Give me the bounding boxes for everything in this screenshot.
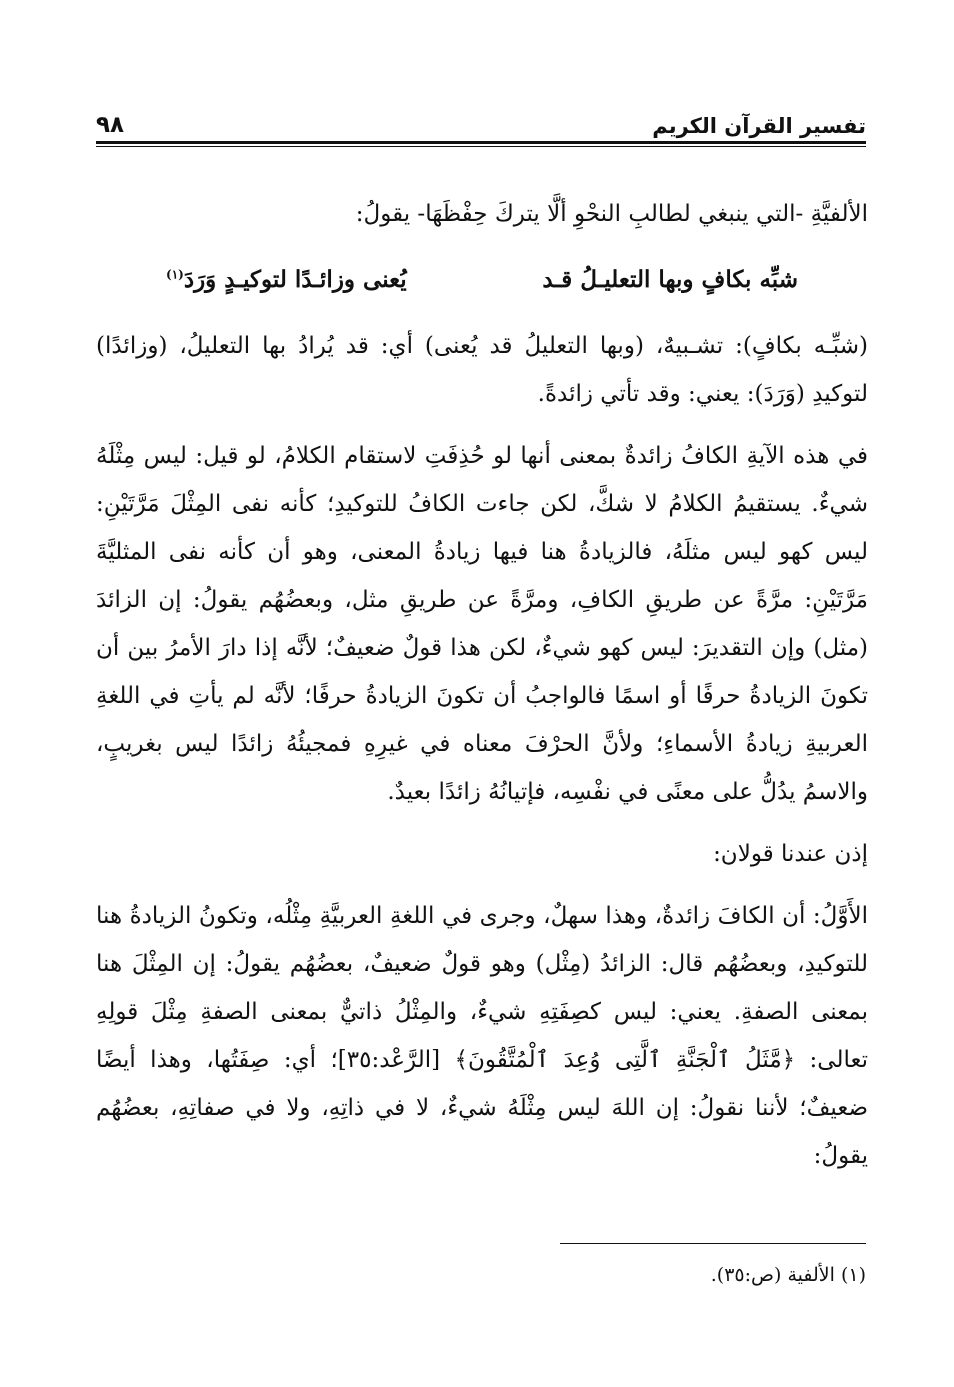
verse-second-text: يُعنى وزائـدًا لتوكيـدٍ وَرَدَ <box>183 266 407 293</box>
main-text <box>96 190 868 1180</box>
paragraph-explanation: (شبِّـه بكافٍ): تشـبيهٌ، (وبها التعليلُ قد يُعنى) أي: قد يُرادُ بها التعليلُ، (وزائدًا) لتوكيدِ (وَرَدَ): يعني: وقد تأتي زائدةً. <box>96 333 868 407</box>
header-rule-thick <box>96 141 866 144</box>
header-rule-thin <box>96 146 866 147</box>
running-title: تفسير القرآن الكريم <box>652 114 866 138</box>
paragraph-main: في هذه الآيةِ الكافُ زائدةٌ بمعنى أنها لو حُذِفَتِ لاستقام الكلامُ، لو قيل: ليس مِثْلَهُ شيءٌ. يستقيمُ الكلامُ لا شكَّ، لكن جاءت الكافُ للتوكيدِ؛ كأنه نفى المِثْلَ مَرَّتَيْنِ: ليس كهو ليس مثلَهُ، فالزيادةُ هنا فيها زيادةُ المعنى، وهو أن كأنه نفى المثليَّةَ مَرَّتَيْنِ: مرَّةً عن طريقِ الكافِ، ومرَّةً عن طريقِ مثل، وبعضُهُم يقولُ: إن الزائدَ (مثل) وإن التقديرَ: ليس كهو شيءٌ، لكن هذا قولٌ ضعيفٌ؛ لأنَّه إذا دارَ الأمرُ بين أن تكونَ الزيادةُ حرفًا أو اسمًا فالواجبُ أن تكونَ الزيادةُ حرفًا؛ لأنَّه لم يأتِ في اللغةِ العربيةِ زيادةُ الأسماءِ؛ ولأنَّ الحرْفَ معناه في غيرِهِ فمجيئُهُ زائدًا ليس بغريبٍ، والاسمُ يدُلُّ على معنًى في نفْسِه، فإتيانُهُ زائدًا بعيدٌ. <box>96 443 868 805</box>
intro-line: الألفيَّةِ -التي ينبغي لطالبِ النحْوِ ألَّا يتركَ حِفْظَهَا- يقولُ: <box>355 201 868 227</box>
page-header <box>96 108 866 138</box>
paragraph-first-opinion: الأَوَّلُ: أن الكافَ زائدةٌ، وهذا سهلٌ، وجرى في اللغةِ العربيَّةِ مِثْلُه، وتكونُ الزيادةُ هنا للتوكيدِ، وبعضُهُم قال: الزائدُ (مِثْل) وهو قولٌ ضعيفٌ، بعضُهُم يقولُ: إن المِثْلَ هنا بمعنى الصفةِ. يعني: ليس كصِفَتِهِ شيءٌ، والمِثْلُ ذاتيٌّ بمعنى الصفةِ مِثْلَ قولِهِ تعالى: ﴿مَّثَلُ ٱلْجَنَّةِ ٱلَّتِى وُعِدَ ٱلْمُتَّقُونَ﴾ [الرَّعْد:٣٥]؛ أي: صِفَتُها، وهذا أيضًا ضعيفٌ؛ لأننا نقولُ: إن اللهَ ليس مِثْلَهُ شيءٌ، لا في ذاتِهِ، ولا في صفاتِهِ، بعضُهُم يقولُ: <box>96 903 868 1169</box>
page-number: ٩٨ <box>96 112 125 138</box>
verse-second-hemistich <box>166 256 407 304</box>
footnote: (١) الألفية (ص:٣٥). <box>710 1264 866 1286</box>
footnote-divider <box>560 1243 866 1244</box>
poetry-verse <box>96 256 868 304</box>
footnote-marker: (١) <box>166 267 184 282</box>
paragraph-short: إذن عندنا قولان: <box>713 841 868 867</box>
verse-first-hemistich: شبِّه بكافٍ وبها التعليـلُ قـد <box>542 266 798 293</box>
